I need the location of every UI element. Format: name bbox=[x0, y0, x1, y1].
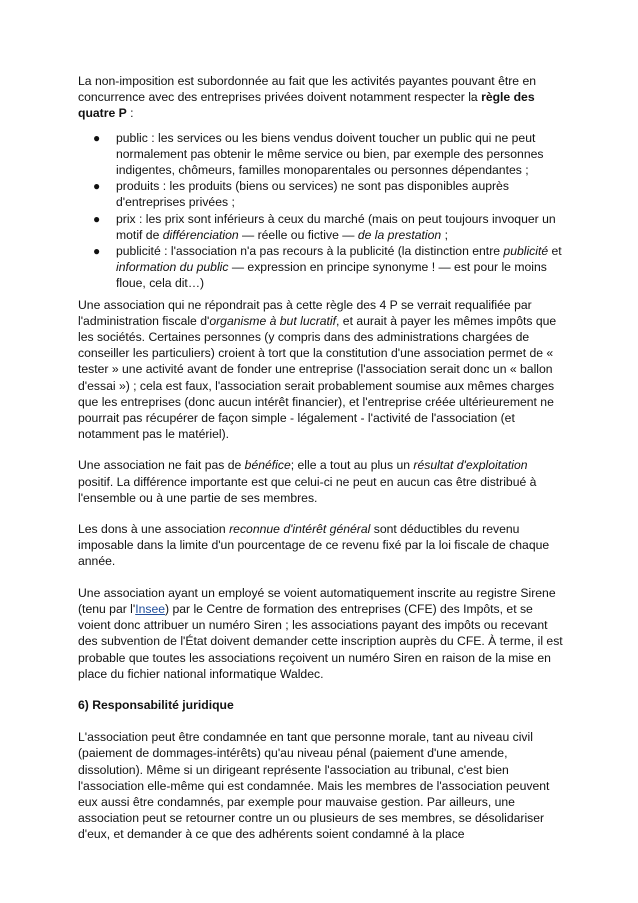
bullet-icon: ● bbox=[93, 130, 101, 145]
list-item-emphasis: information du public bbox=[116, 260, 229, 275]
insee-link[interactable]: Insee bbox=[135, 601, 166, 616]
four-p-list bbox=[78, 130, 566, 292]
document-page bbox=[78, 73, 566, 843]
list-item-text: et bbox=[548, 244, 562, 259]
intro-text: La non-imposition est subordonnée au fait que les activités payantes pouvant être en concurrence avec des entreprises privées doivent notamment respecter la bbox=[78, 74, 537, 105]
paragraph-sirene bbox=[78, 585, 566, 682]
bullet-icon: ● bbox=[93, 244, 101, 259]
list-item-text: — expression en principe synonyme ! — est pour le moins floue, cela dit…) bbox=[116, 260, 547, 291]
list-item-emphasis: différenciation bbox=[162, 227, 239, 242]
list-item bbox=[78, 211, 566, 243]
list-item-emphasis: de la prestation bbox=[357, 227, 442, 242]
list-item-text: ; bbox=[441, 227, 448, 242]
list-item-initial: p bbox=[116, 211, 123, 226]
paragraph-benefice bbox=[78, 457, 566, 506]
paragraph-emphasis: bénéfice bbox=[244, 458, 291, 473]
paragraph-emphasis: organisme à but lucratif bbox=[209, 313, 337, 328]
list-item-text: ublicité : l'association n'a pas recours à la publicité (la distinction entre bbox=[122, 244, 504, 259]
paragraph-text: Une association ne fait pas de bbox=[78, 458, 245, 473]
list-item-initial: p bbox=[116, 244, 123, 259]
list-item bbox=[78, 178, 566, 210]
paragraph-text: Les dons à une association bbox=[78, 522, 230, 537]
list-item-text: roduits : les produits (biens ou services) ne sont pas disponibles auprès d'entreprises privées ; bbox=[116, 179, 509, 210]
paragraph-text: ; elle a tout au plus un bbox=[290, 458, 414, 473]
paragraph-requalification bbox=[78, 297, 566, 443]
list-item-emphasis: publicité bbox=[503, 244, 549, 259]
list-item-text: ublic : les services ou les biens vendus doivent toucher un public qui ne peut normalement pas obtenir le même service ou bien, par exemple des personnes indigentes, chômeurs, familles monoparentales ou personnes dépendantes ; bbox=[116, 130, 544, 178]
paragraph-emphasis: résultat d'exploitation bbox=[413, 458, 528, 473]
section-heading: 6) Responsabilité juridique bbox=[78, 697, 234, 712]
bullet-icon: ● bbox=[93, 179, 101, 194]
list-item-initial: p bbox=[116, 179, 123, 194]
paragraph-text: Une association qui ne répondrait pas à cette règle des 4 P se verrait requalifiée par l'administration fiscale d' bbox=[78, 297, 532, 328]
intro-tail: : bbox=[126, 106, 134, 121]
paragraph-text: sont déductibles du revenu imposable dans la limite d'un pourcentage de ce revenu fixé par la loi fiscale de chaque année. bbox=[78, 522, 550, 569]
paragraph-text: ) par le Centre de formation des entreprises (CFE) des Impôts, et se voient donc attribuer un numéro Siren ; les associations payant des impôts ou recevant des subvention de l'État doivent demander cette inscription auprès du CFE. À terme, il est probable que toutes les associations reçoivent un numéro Siren en raison de la mise en place du fichier national informatique Waldec. bbox=[78, 601, 563, 681]
list-item bbox=[78, 243, 566, 292]
paragraph-text: Une association ayant un employé se voient automatiquement inscrite au registre Sirene (tenu par l' bbox=[78, 585, 556, 616]
intro-bold: règle des quatre P bbox=[78, 90, 535, 121]
paragraph-responsabilite: L'association peut être condamnée en tant que personne morale, tant au niveau civil (paiement de dommages-intérêts) qu'au niveau pénal (paiement d'une amende, dissolution). Même si un dirigeant représente l'association au tribunal, c'est bien l'association elle-même qui est condamnée. Mais les membres de l'association peuvent eux aussi être condamnés, par exemple pour mauvaise gestion. Par ailleurs, une association peut se retourner contre un ou plusieurs de ses membres, se désolidariser d'eux, et demander à ce que des adhérents soient condamné à la place bbox=[78, 730, 550, 842]
list-item-text: rix : les prix sont inférieurs à ceux du marché (mais on peut toujours invoquer un motif de bbox=[116, 211, 556, 242]
paragraph-dons bbox=[78, 521, 566, 570]
intro-paragraph bbox=[78, 73, 566, 122]
list-item bbox=[78, 130, 566, 179]
list-item-text: — réelle ou fictive — bbox=[238, 227, 358, 242]
paragraph-emphasis: reconnue d'intérêt général bbox=[229, 522, 371, 537]
paragraph-text: positif. La différence importante est que celui-ci ne peut en aucun cas être distribué à l'ensemble ou à une partie de ses membres. bbox=[78, 474, 537, 505]
bullet-icon: ● bbox=[93, 211, 101, 226]
list-item-initial: p bbox=[116, 130, 123, 145]
paragraph-text: , et aurait à payer les mêmes impôts que les sociétés. Certaines personnes (y compris dans des administrations chargées de conseiller les particuliers) croient à tort que la constitution d'une association permet de « tester » une activité avant de fonder une entreprise (l'association serait donc un « ballon d'essai ») ; cela est faux, l'association serait probablement soumise aux mêmes charges que les entreprises (donc aucun intérêt financier), et l'entreprise créée ultérieurement ne pourrait pas récupérer de façon simple - légalement - l'activité de l'association (et notamment pas le matériel). bbox=[78, 313, 557, 442]
